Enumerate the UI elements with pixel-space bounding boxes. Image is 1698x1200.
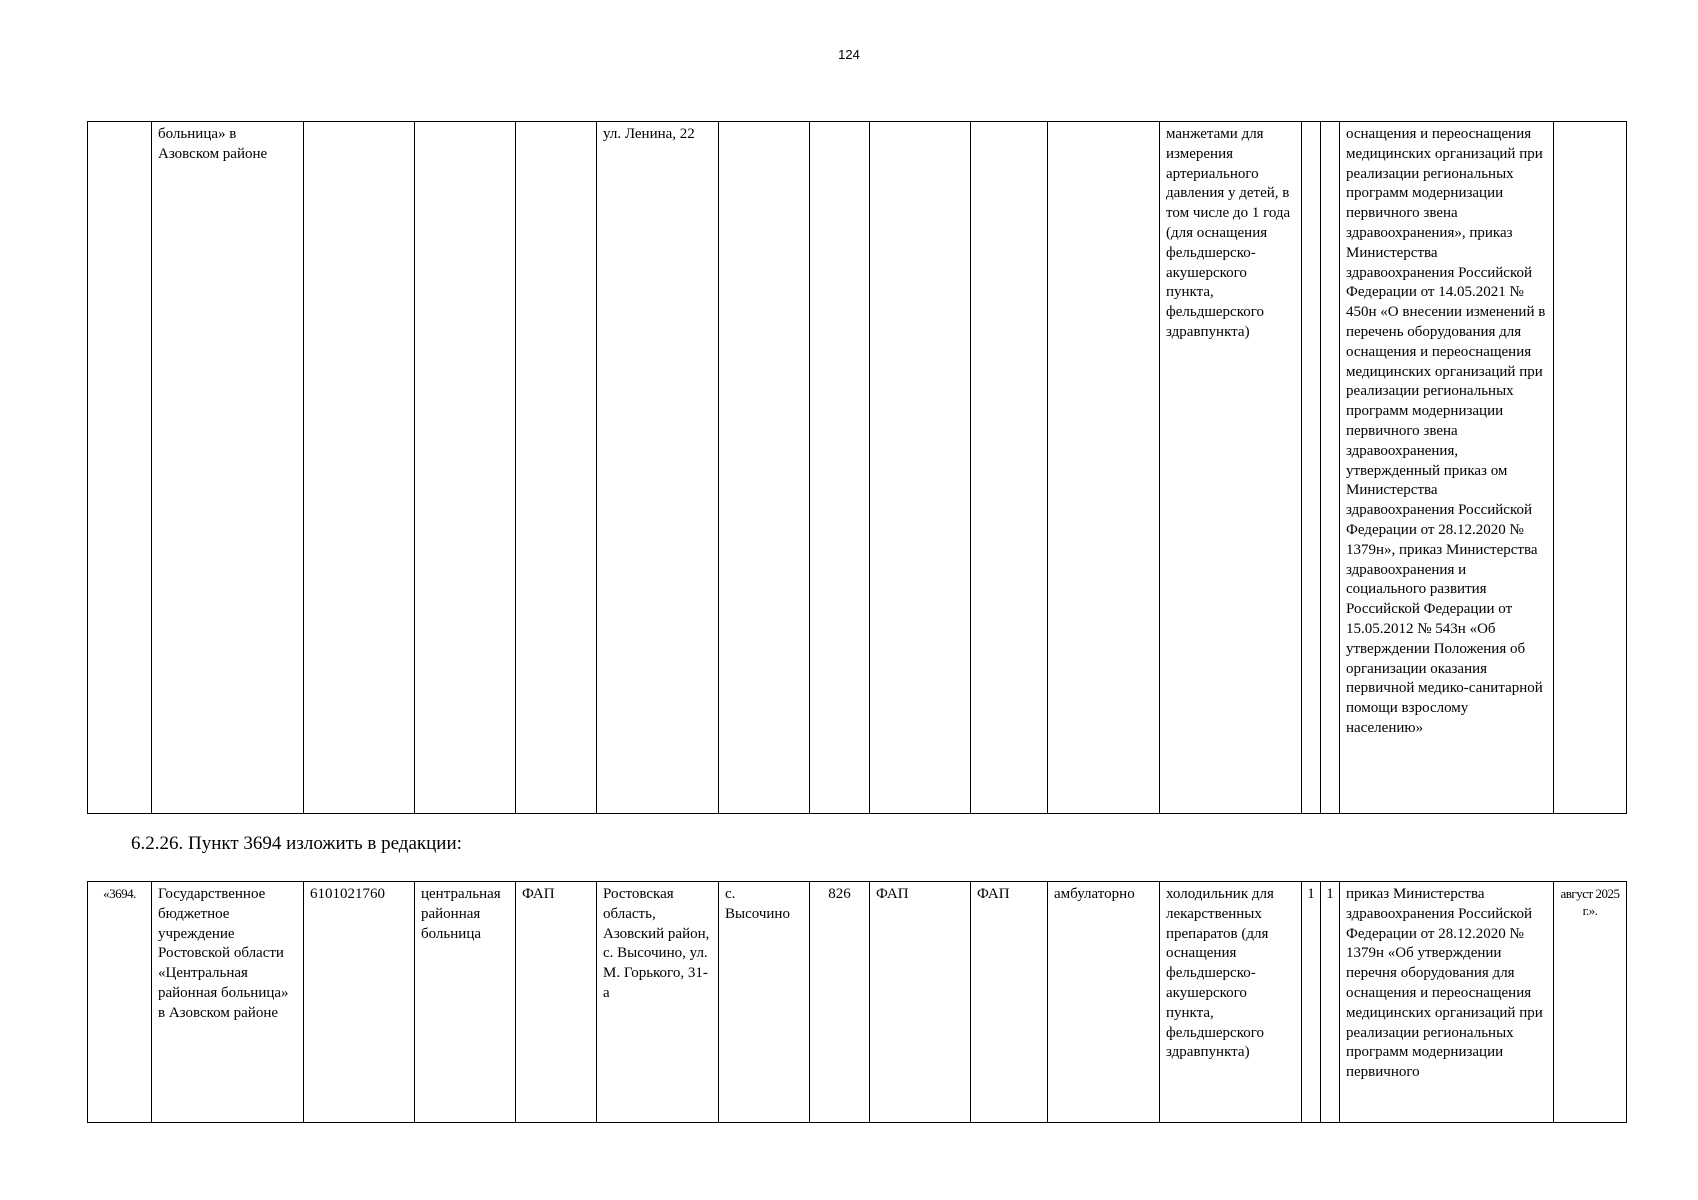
cell-number (88, 122, 152, 814)
section-heading: 6.2.26. Пункт 3694 изложить в редакции: (131, 833, 462, 854)
cell-population (810, 122, 870, 814)
cell-legal-basis: приказ Министерства здравоохранения Российской Федерации от 28.12.2020 № 1379н «Об утверждении перечня оборудования для оснащения и переоснащения медицинских организаций при реализации региональных программ модернизации первичного (1340, 882, 1554, 1123)
cell-unit-kind-2: ФАП (971, 882, 1048, 1123)
table-row (88, 122, 1627, 814)
cell-equipment: холодильник для лекарственных препаратов (для оснащения фельдшерско-акушерского пункта, фельдшерского здравпункта) (1160, 882, 1302, 1123)
table-row (88, 882, 1627, 1123)
cell-org-type: центральная районная больница (415, 882, 516, 1123)
cell-unit-kind (870, 122, 971, 814)
cell-quantity-2: 1 (1321, 882, 1340, 1123)
table-continuation (87, 121, 1627, 814)
cell-unit-kind: ФАП (870, 882, 971, 1123)
cell-address: ул. Ленина, 22 (597, 122, 719, 814)
page-number: 124 (838, 47, 860, 62)
cell-organization: больница» в Азовском районе (152, 122, 304, 814)
cell-unit-type: ФАП (516, 882, 597, 1123)
cell-settlement (719, 122, 810, 814)
cell-care-form: амбулаторно (1048, 882, 1160, 1123)
cell-deadline: август 2025 г.». (1554, 882, 1627, 1123)
cell-population: 826 (810, 882, 870, 1123)
cell-inn: 6101021760 (304, 882, 415, 1123)
cell-inn (304, 122, 415, 814)
cell-legal-basis: оснащения и переоснащения медицинских организаций при реализации региональных программ модернизации первичного звена здравоохранения», приказ Министерства здравоохранения Российской Федерации от 14.05.2021 № 450н «О внесении изменений в перечень оборудования для оснащения и переоснащения медицинских организаций при реализации региональных программ модернизации первичного звена здравоохранения, утвержденный приказ ом Министерства здравоохранения Российской Федерации от 28.12.2020 № 1379н», приказ Министерства здравоохранения и социального развития Российской Федерации от 15.05.2012 № 543н «Об утверждении Положения об организации оказания первичной медико-санитарной помощи взрослому населению» (1340, 122, 1554, 814)
cell-number: «3694. (88, 882, 152, 1123)
cell-quantity (1302, 122, 1321, 814)
cell-org-type (415, 122, 516, 814)
cell-deadline (1554, 122, 1627, 814)
cell-organization: Государственное бюджетное учреждение Ростовской области «Центральная районная больница» в Азовском районе (152, 882, 304, 1123)
table-item-3694 (87, 881, 1627, 1123)
cell-unit-kind-2 (971, 122, 1048, 814)
cell-settlement: с. Высочино (719, 882, 810, 1123)
cell-address: Ростовская область, Азовский район, с. Высочино, ул. М. Горького, 31-а (597, 882, 719, 1123)
cell-equipment: манжетами для измерения артериального давления у детей, в том числе до 1 года (для оснащения фельдшерско-акушерского пункта, фельдшерского здравпункта) (1160, 122, 1302, 814)
cell-care-form (1048, 122, 1160, 814)
cell-quantity-2 (1321, 122, 1340, 814)
cell-unit-type (516, 122, 597, 814)
cell-quantity: 1 (1302, 882, 1321, 1123)
